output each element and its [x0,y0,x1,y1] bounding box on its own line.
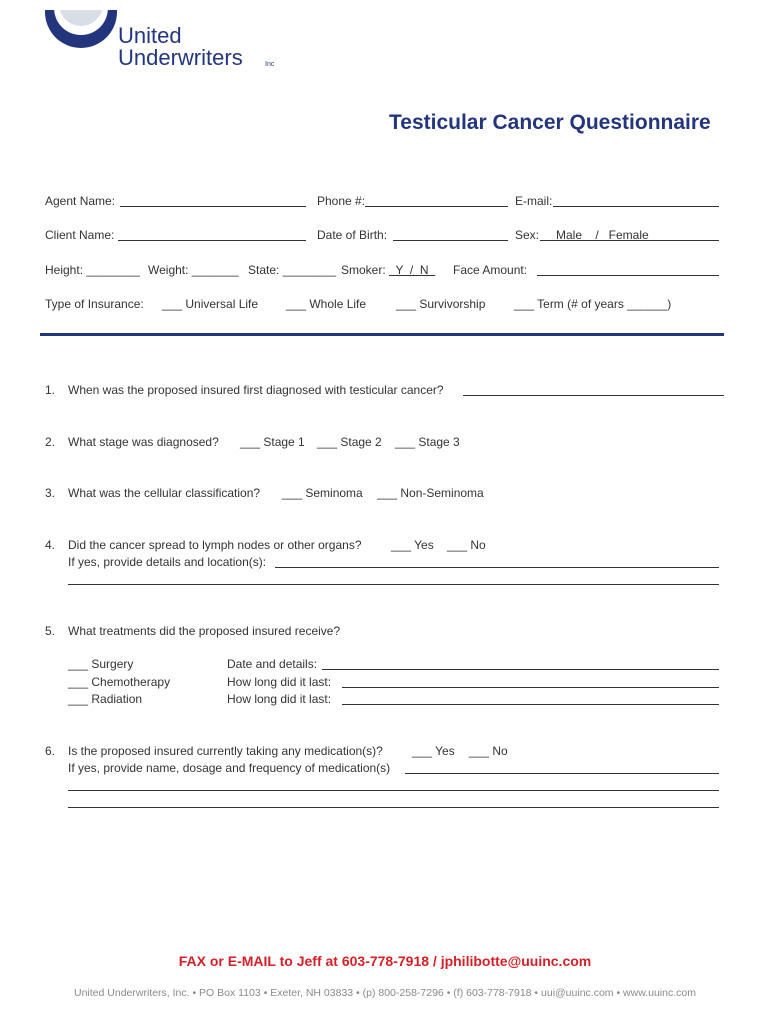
logo-text-line2: Underwriters [118,45,243,70]
sex-options[interactable]: Male / Female [556,228,649,242]
q6-answer-field-1[interactable] [405,773,719,774]
q1-text: When was the proposed insured first diagnosed with testicular cancer? [68,383,444,397]
logo-inc: Inc [265,61,275,68]
q3-seminoma-option[interactable]: ___ Seminoma [282,486,363,500]
survivorship-option[interactable]: ___ Survivorship [396,297,486,311]
smoker-options[interactable]: Y / N [389,263,436,277]
height-field[interactable]: Height: ________ [45,263,140,277]
q6-answer-field-2[interactable] [68,790,719,791]
q5-text: What treatments did the proposed insured receive? [68,624,341,638]
q4-answer-field-1[interactable] [275,567,719,568]
q5-how-long-field-1[interactable] [342,687,719,688]
agent-name-field[interactable] [120,206,306,207]
q5-chemotherapy-option[interactable]: ___ Chemotherapy [68,675,171,689]
q3-number: 3. [45,486,56,500]
q2-number: 2. [45,435,56,449]
q2-stage2-option[interactable]: ___ Stage 2 [317,435,382,449]
q6-text: Is the proposed insured currently taking any medication(s)? [68,744,383,758]
section-divider [40,333,724,336]
face-amount-field[interactable] [537,275,719,276]
state-field[interactable]: State: ________ [248,263,337,277]
footer-fax-contact: FAX or E-MAIL to Jeff at 603-778-7918 / jphilibotte@uuinc.com [178,953,592,969]
face-amount-label: Face Amount: [453,263,528,277]
q5-date-details-label: Date and details: [227,657,318,671]
q6-answer-field-3[interactable] [68,807,719,808]
company-logo-mark [44,10,118,70]
phone-label: Phone #: [317,194,366,208]
q1-answer-field[interactable] [463,395,724,396]
insurance-type-label: Type of Insurance: [45,297,144,311]
client-name-label: Client Name: [45,228,115,242]
q6-followup: If yes, provide name, dosage and frequency of medication(s) [68,761,391,775]
q4-no-option[interactable]: ___ No [447,538,486,552]
dob-label: Date of Birth: [317,228,388,242]
weight-field[interactable]: Weight: _______ [148,263,239,277]
term-option[interactable]: ___ Term (# of years ______) [514,297,672,311]
q5-how-long-label-1: How long did it last: [227,675,332,689]
footer-address: United Underwriters, Inc. • PO Box 1103 • Exeter, NH 03833 • (p) 800-258-7296 • (f) 603-778-7918 • uui@uuinc.com • www.uuinc.com [74,987,696,999]
q6-no-option[interactable]: ___ No [469,744,508,758]
q4-answer-field-2[interactable] [68,584,719,585]
logo-text-line1: United [118,23,182,48]
sex-label: Sex: [515,228,540,242]
q4-text: Did the cancer spread to lymph nodes or other organs? [68,538,362,552]
q3-non-seminoma-option[interactable]: ___ Non-Seminoma [377,486,484,500]
q5-radiation-option[interactable]: ___ Radiation [68,692,143,706]
q2-stage1-option[interactable]: ___ Stage 1 [240,435,305,449]
q5-date-details-field[interactable] [322,669,719,670]
client-name-field[interactable] [118,240,306,241]
q4-yes-option[interactable]: ___ Yes [391,538,434,552]
email-label: E-mail: [515,194,553,208]
whole-life-option[interactable]: ___ Whole Life [286,297,367,311]
q6-number: 6. [45,744,56,758]
phone-field[interactable] [365,206,508,207]
q2-stage3-option[interactable]: ___ Stage 3 [395,435,460,449]
agent-name-label: Agent Name: [45,194,116,208]
q5-surgery-option[interactable]: ___ Surgery [68,657,134,671]
email-field[interactable] [553,206,719,207]
smoker-label: Smoker: [341,263,386,277]
page-title: Testicular Cancer Questionnaire [389,111,711,134]
universal-life-option[interactable]: ___ Universal Life [162,297,259,311]
dob-field[interactable] [393,240,508,241]
q2-text: What stage was diagnosed? [68,435,219,449]
q5-how-long-label-2: How long did it last: [227,692,332,706]
q5-how-long-field-2[interactable] [342,704,719,705]
q6-yes-option[interactable]: ___ Yes [412,744,455,758]
q4-followup: If yes, provide details and location(s): [68,555,267,569]
q4-number: 4. [45,538,56,552]
q3-text: What was the cellular classification? [68,486,261,500]
q1-number: 1. [45,383,56,397]
q5-number: 5. [45,624,56,638]
